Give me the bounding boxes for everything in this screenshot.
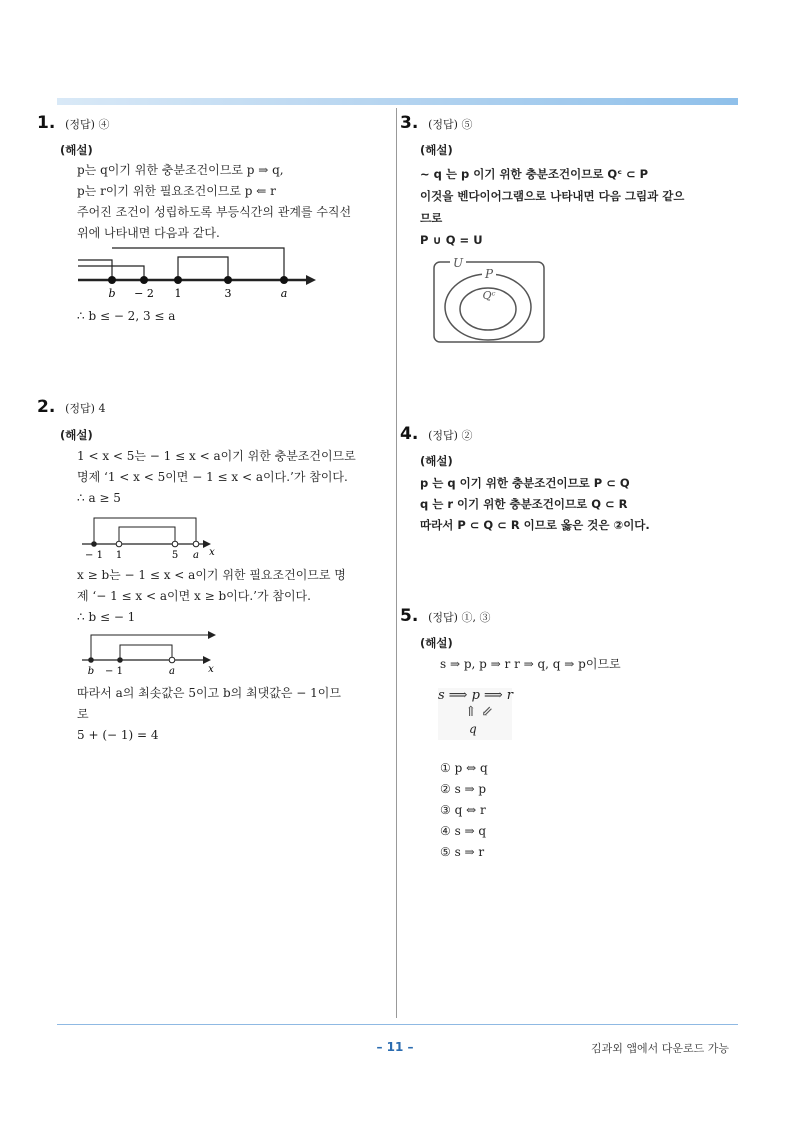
q4-line: q 는 r 이기 위한 충분조건이므로 Q ⊂ R bbox=[420, 497, 628, 511]
q1-line: p는 q이기 위한 충분조건이므로 p ⇒ q, bbox=[77, 163, 284, 177]
q2-text-1 bbox=[77, 446, 356, 509]
q2-text-3 bbox=[77, 683, 341, 746]
q1-heading bbox=[37, 113, 109, 133]
q5-relations: s ⇒ p, p ⇒ r r ⇒ q, q ⇒ p이므로 bbox=[440, 657, 621, 671]
q2-number: 2. bbox=[37, 397, 56, 417]
q2-tick: x bbox=[208, 664, 214, 675]
q3-label: (해설) bbox=[420, 143, 453, 157]
q3-line: ~ q 는 p 이기 위한 충분조건이므로 Qᶜ ⊂ P bbox=[420, 167, 649, 181]
q4-heading bbox=[400, 424, 472, 444]
q4-number: 4. bbox=[400, 424, 419, 444]
q1-line: 위에 나타내면 다음과 같다. bbox=[77, 226, 220, 240]
q2-tick: a bbox=[169, 666, 175, 677]
q2-tick: − 1 bbox=[85, 550, 103, 561]
q2-line: x ≥ b는 − 1 ≤ x < a이기 위한 필요조건이므로 명 bbox=[77, 568, 346, 582]
q5-answer: (정답) ①, ③ bbox=[428, 611, 491, 624]
q2-tick: b bbox=[87, 666, 95, 677]
q5-diagram-top: s ⟹ p ⟹ r bbox=[438, 688, 514, 703]
q2-number-line-2 bbox=[80, 630, 230, 678]
q5-option: ④ s ⇒ q bbox=[440, 824, 487, 838]
q2-number-line-1 bbox=[80, 514, 230, 562]
q3-answer: (정답) ⑤ bbox=[428, 118, 473, 131]
venn-p-label: P bbox=[484, 267, 494, 281]
q1-line: 주어진 조건이 성립하도록 부등식간의 관계를 수직선 bbox=[77, 205, 352, 219]
footer-line bbox=[57, 1024, 738, 1025]
q1-tick: − 2 bbox=[134, 287, 154, 300]
q4-line: p 는 q 이기 위한 충분조건이므로 P ⊂ Q bbox=[420, 476, 630, 490]
q5-diagram-bottom: q bbox=[469, 722, 477, 736]
venn-qc-label: Qᶜ bbox=[482, 289, 496, 302]
q5-label: (해설) bbox=[420, 636, 453, 650]
q2-tick: − 1 bbox=[105, 666, 123, 677]
q2-line: 5 + (− 1) = 4 bbox=[77, 728, 159, 742]
q5-number: 5. bbox=[400, 606, 419, 626]
q2-line: 명제 ‘1 < x < 5이면 − 1 ≤ x < a이다.’가 참이다. bbox=[77, 470, 348, 484]
column-divider bbox=[396, 108, 397, 1018]
q1-line: p는 r이기 위한 필요조건이므로 p ⇐ r bbox=[77, 184, 276, 198]
q2-line: ∴ b ≤ − 1 bbox=[77, 610, 136, 624]
q3-number: 3. bbox=[400, 113, 419, 133]
q4-text bbox=[420, 473, 650, 536]
q1-tick: a bbox=[280, 287, 288, 300]
q1-tick: b bbox=[108, 287, 116, 300]
q1-number: 1. bbox=[37, 113, 56, 133]
q2-tick: 5 bbox=[171, 550, 179, 561]
q5-options bbox=[440, 758, 488, 863]
q2-tick: 1 bbox=[115, 550, 123, 561]
q1-number-line bbox=[76, 242, 321, 304]
q4-label: (해설) bbox=[420, 454, 453, 468]
q1-answer: (정답) ④ bbox=[65, 118, 110, 131]
q1-conclusion: ∴ b ≤ − 2, 3 ≤ a bbox=[77, 309, 176, 323]
q5-heading bbox=[400, 606, 490, 626]
q1-tick: 1 bbox=[174, 287, 182, 300]
q2-line: 제 ‘− 1 ≤ x < a이면 x ≥ b이다.’가 참이다. bbox=[77, 589, 311, 603]
q3-heading bbox=[400, 113, 472, 133]
q3-line: P ∪ Q = U bbox=[420, 233, 483, 247]
q2-label: (해설) bbox=[60, 428, 93, 442]
q2-tick: x bbox=[209, 547, 215, 558]
q2-line: 로 bbox=[77, 707, 89, 721]
q2-text-2 bbox=[77, 565, 346, 628]
q2-line: ∴ a ≥ 5 bbox=[77, 491, 121, 505]
q5-option: ① p ⇔ q bbox=[440, 761, 488, 775]
q1-text bbox=[77, 160, 351, 244]
q5-option: ② s ⇒ p bbox=[440, 782, 487, 796]
q3-line: 이것을 벤다이어그램으로 나타내면 다음 그림과 같으 bbox=[420, 189, 685, 203]
venn-u-label: U bbox=[452, 256, 464, 270]
q2-tick: a bbox=[193, 550, 199, 561]
page-number: – 11 – bbox=[376, 1040, 414, 1054]
q5-option: ⑤ s ⇒ r bbox=[440, 845, 485, 859]
q4-line: 따라서 P ⊂ Q ⊂ R 이므로 옳은 것은 ②이다. bbox=[420, 518, 650, 532]
header-bar bbox=[57, 98, 738, 105]
footer-note: 김과외 앱에서 다운로드 가능 bbox=[590, 1042, 729, 1055]
q2-answer: (정답) 4 bbox=[65, 402, 106, 415]
q2-line: 1 < x < 5는 − 1 ≤ x < a이기 위한 충분조건이므로 bbox=[77, 449, 356, 463]
q3-text bbox=[420, 163, 684, 251]
q2-heading bbox=[37, 397, 105, 417]
q3-venn-diagram bbox=[430, 252, 550, 348]
q4-answer: (정답) ② bbox=[428, 429, 473, 442]
q1-tick: 3 bbox=[224, 287, 232, 300]
q2-line: 따라서 a의 최솟값은 5이고 b의 최댓값은 − 1이므 bbox=[77, 686, 341, 700]
q3-line: 므로 bbox=[420, 211, 443, 225]
q5-option: ③ q ⇔ r bbox=[440, 803, 486, 817]
q5-diagram-arrows: ⇑ ⇙ bbox=[465, 704, 493, 720]
q5-arrow-diagram bbox=[438, 688, 512, 740]
q1-label: (해설) bbox=[60, 143, 93, 157]
